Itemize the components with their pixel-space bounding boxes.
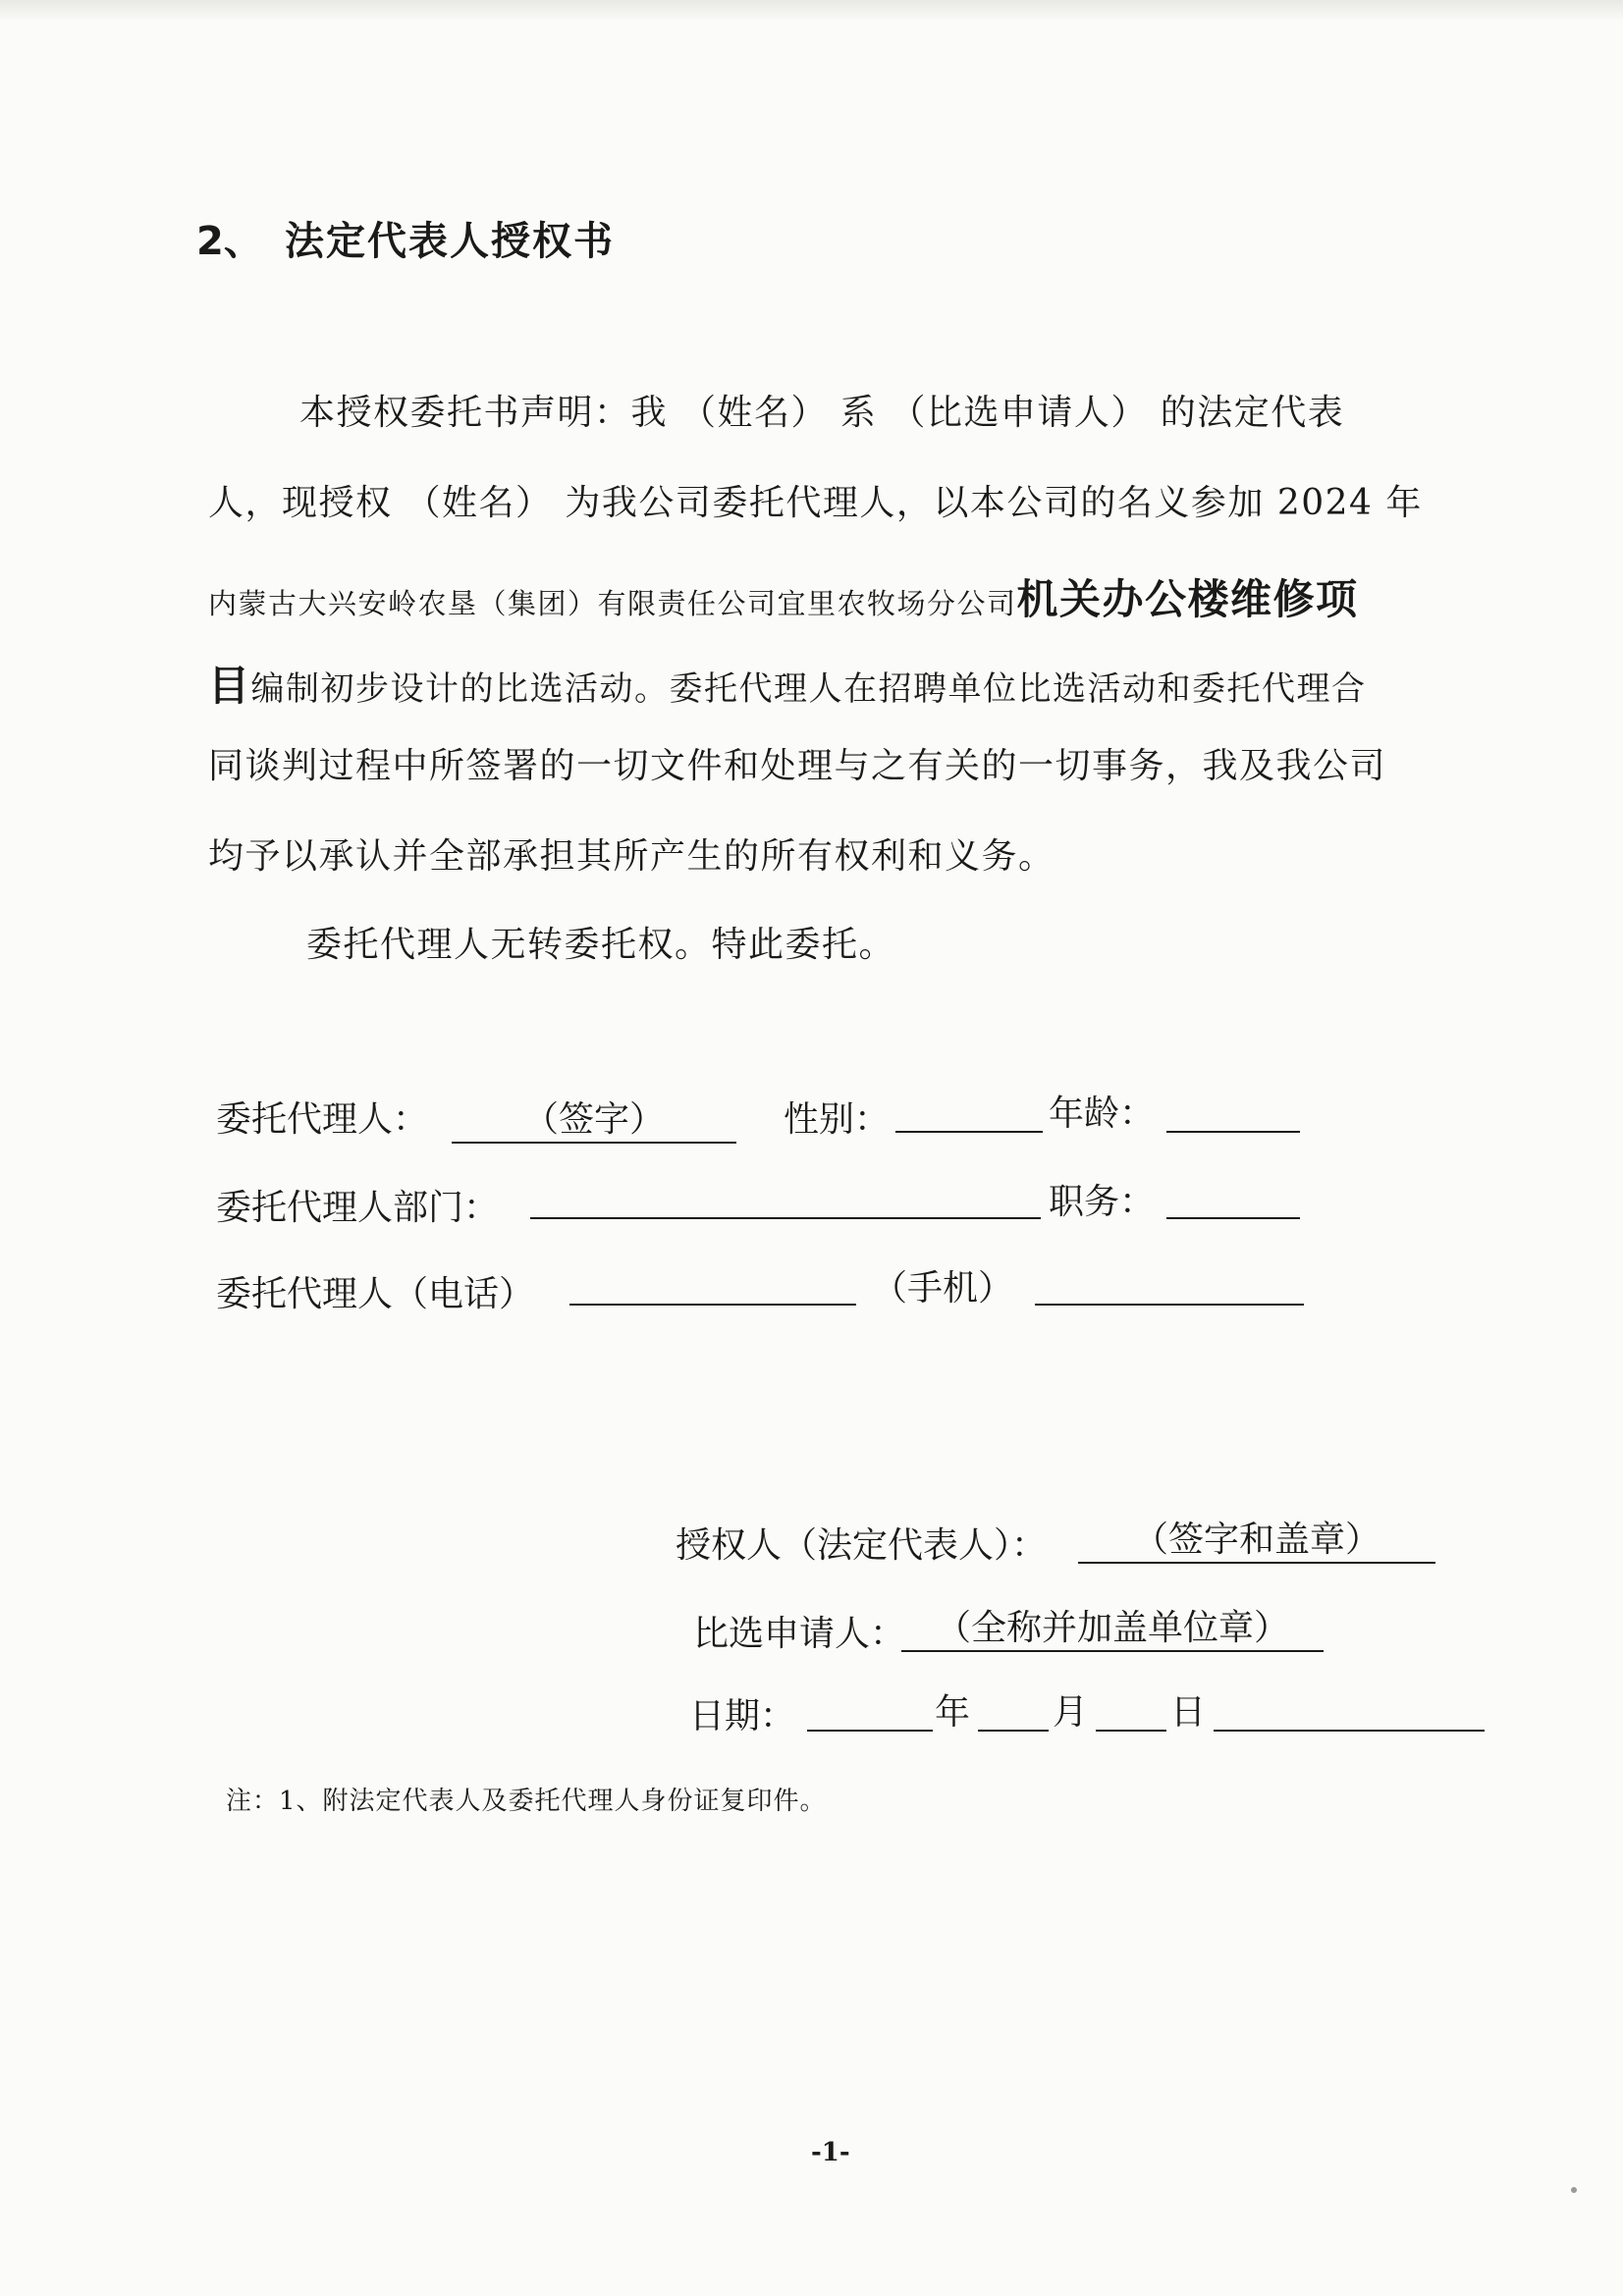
mobile-label: （手机） xyxy=(872,1268,1014,1308)
position-field[interactable] xyxy=(1166,1178,1300,1219)
agent-row xyxy=(216,1092,428,1142)
age-label: 年龄： xyxy=(1049,1094,1156,1134)
no-subdelegation: 委托代理人无转委托权。特此委托。 xyxy=(306,925,896,965)
section-title: 法定代表人授权书 xyxy=(285,219,615,264)
grantor-label: 授权人（法定代表人）： xyxy=(676,1525,1048,1566)
grantor-signature-hint: （签字和盖章） xyxy=(1078,1512,1435,1564)
agent-label: 委托代理人： xyxy=(216,1099,429,1140)
project-name-part1: 机关办公楼维修项 xyxy=(1016,575,1359,623)
statement-line-5: 同谈判过程中所签署的一切文件和处理与之有关的一切事务，我及我公司 xyxy=(208,746,1387,786)
scan-speck xyxy=(1571,2187,1577,2193)
gender-label: 性别： xyxy=(784,1099,891,1140)
date-extra-line xyxy=(1214,1690,1485,1732)
activity-description-start: 编制初步设计的比选活动。委托代理人在招聘单位比选活动和委托代理合 xyxy=(250,669,1367,709)
applicant-seal-field[interactable] xyxy=(901,1600,1324,1652)
date-day-field[interactable] xyxy=(1096,1690,1166,1732)
department-field[interactable] xyxy=(530,1178,1041,1219)
mobile-field[interactable] xyxy=(1035,1264,1304,1306)
company-name: 内蒙古大兴安岭农垦（集团）有限责任公司宜里农牧场分公司 xyxy=(208,587,1017,620)
phone-label: 委托代理人（电话） xyxy=(216,1274,535,1314)
agent-signature-hint: （签字） xyxy=(452,1092,736,1144)
date-year-field[interactable] xyxy=(807,1690,933,1732)
date-day-label: 日 xyxy=(1170,1692,1207,1733)
statement-line-6: 均予以承认并全部承担其所产生的所有权利和义务。 xyxy=(208,836,1055,877)
position-label: 职务： xyxy=(1049,1182,1156,1222)
date-month-field[interactable] xyxy=(978,1690,1049,1732)
grantor-signature-field[interactable] xyxy=(1078,1512,1435,1564)
statement-line-3 xyxy=(208,567,1445,626)
age-field[interactable] xyxy=(1166,1092,1300,1133)
gender-field[interactable] xyxy=(895,1092,1043,1133)
date-year-label: 年 xyxy=(935,1692,971,1733)
date-label: 日期： xyxy=(689,1696,796,1736)
department-label: 委托代理人部门： xyxy=(216,1188,500,1228)
statement-line-1: 本授权委托书声明：我 （姓名） 系 （比选申请人） 的法定代表 xyxy=(299,393,1345,433)
project-name-part2: 目 xyxy=(208,662,251,710)
applicant-label: 比选申请人： xyxy=(693,1614,906,1654)
phone-field[interactable] xyxy=(569,1264,856,1306)
statement-line-2: 人，现授权 （姓名） 为我公司委托代理人，以本公司的名义参加 2024 年 xyxy=(208,483,1423,523)
agent-signature-field[interactable] xyxy=(452,1092,736,1144)
section-number: 2、 xyxy=(196,219,263,264)
scan-edge-shadow xyxy=(0,0,1623,22)
attachment-note: 注：1、附法定代表人及委托代理人身份证复印件。 xyxy=(226,1787,827,1816)
statement-line-4 xyxy=(208,654,1445,713)
page-number: -1- xyxy=(811,2138,850,2167)
date-month-label: 月 xyxy=(1053,1692,1089,1733)
applicant-seal-hint: （全称并加盖单位章） xyxy=(901,1600,1324,1652)
